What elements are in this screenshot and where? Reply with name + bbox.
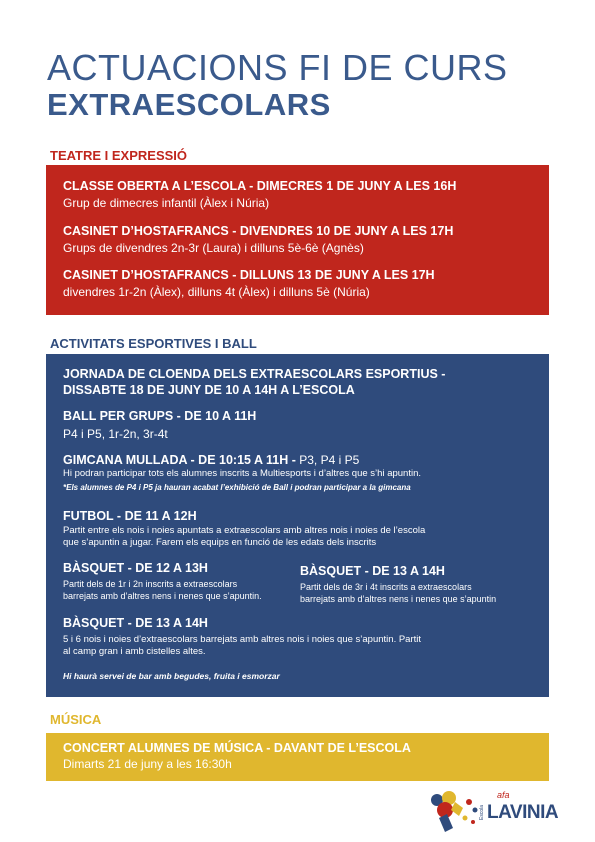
basquet-1-title: BÀSQUET - DE 12 A 13H (63, 561, 208, 575)
music-title: CONCERT ALUMNES DE MÚSICA - DAVANT DE L’ESCOLA (63, 741, 411, 755)
basquet-1-line-2: barrejats amb d’altres nens i nenes que s’apuntin. (63, 591, 262, 601)
logo-afa-text: afa (497, 790, 510, 800)
gimcana-text: Hi podran participar tots els alumnes inscrits a Multiesports i d’altres que s’hi apuntin. (63, 468, 421, 479)
theatre-item-2-title: CASINET D’HOSTAFRANCS - DIVENDRES 10 DE JUNY A LES 17H (63, 224, 454, 238)
futbol-title: FUTBOL - DE 11 A 12H (63, 509, 197, 523)
basquet-3-title: BÀSQUET - DE 13 A 14H (63, 616, 208, 630)
basquet-3-line-2: al camp gran i amb cistelles altes. (63, 646, 206, 657)
basquet-2-title: BÀSQUET - DE 13 A 14H (300, 564, 445, 578)
theatre-item-1-text: Grup de dimecres infantil (Àlex i Núria) (63, 196, 270, 210)
gimcana-note: *Els alumnes de P4 i P5 ja hauran acabat l’exhibició de Ball i podran participar a la gimcana (63, 483, 411, 492)
gimcana-title: GIMCANA MULLADA - DE 10:15 A 11H - (63, 453, 296, 467)
basquet-2-line-1: Partit dels de 3r i 4t inscrits a extraescolars (300, 582, 472, 592)
theatre-item-3-text: divendres 1r-2n (Àlex), dilluns 4t (Àlex) i dilluns 5è (Núria) (63, 285, 370, 299)
sports-intro-line-1: JORNADA DE CLOENDA DELS EXTRAESCOLARS ESPORTIUS - (63, 367, 446, 381)
logo-vertical-text: Escola (479, 804, 485, 820)
gimcana-title-row (63, 451, 359, 469)
theatre-item-3-title: CASINET D’HOSTAFRANCS - DILLUNS 13 DE JUNY A LES 17H (63, 268, 435, 282)
theatre-item-2-text: Grups de divendres 2n-3r (Laura) i dilluns 5è-6è (Agnès) (63, 241, 364, 255)
logo-figures-icon (425, 788, 487, 834)
futbol-line-2: que s’apuntin a jugar. Farem els equips en funció de les edats dels inscrits (63, 537, 377, 548)
basquet-3-line-1: 5 i 6 nois i noies d’extraescolars barrejats amb altres nois i noies que s’apuntin. Partit (63, 634, 422, 645)
basquet-2-line-2: barrejats amb d’altres nens i nenes que s’apuntin (300, 594, 497, 604)
afa-lavinia-logo (425, 786, 573, 836)
theatre-box (46, 165, 549, 315)
futbol-line-1: Partit entre els nois i noies apuntats a extraescolars amb altres nois i noies de l’escola (63, 525, 426, 536)
music-text: Dimarts 21 de juny a les 16:30h (63, 757, 232, 771)
section-heading-theatre: TEATRE I EXPRESSIÓ (50, 148, 188, 163)
basquet-1-line-1: Partit dels de 1r i 2n inscrits a extraescolars (63, 579, 238, 589)
section-heading-sports: ACTIVITATS ESPORTIVES I BALL (50, 336, 257, 351)
ball-title: BALL PER GRUPS - DE 10 A 11H (63, 409, 257, 423)
gimcana-groups: P3, P4 i P5 (295, 453, 360, 467)
section-heading-music: MÚSICA (50, 712, 102, 727)
bar-note: Hi haurà servei de bar amb begudes, fruita i esmorzar (63, 671, 280, 681)
title-line-2: EXTRAESCOLARS (47, 87, 331, 122)
title-line-1: ACTUACIONS FI DE CURS (47, 47, 508, 88)
theatre-item-1-title: CLASSE OBERTA A L’ESCOLA - DIMECRES 1 DE JUNY A LES 16H (63, 179, 457, 193)
music-box (46, 733, 549, 781)
sports-intro-line-2: DISSABTE 18 DE JUNY DE 10 A 14H A L’ESCOLA (63, 383, 355, 397)
logo-lavinia-text: LAVINIA (487, 802, 559, 823)
ball-text: P4 i P5, 1r-2n, 3r-4t (63, 427, 168, 441)
sports-box (46, 354, 549, 697)
